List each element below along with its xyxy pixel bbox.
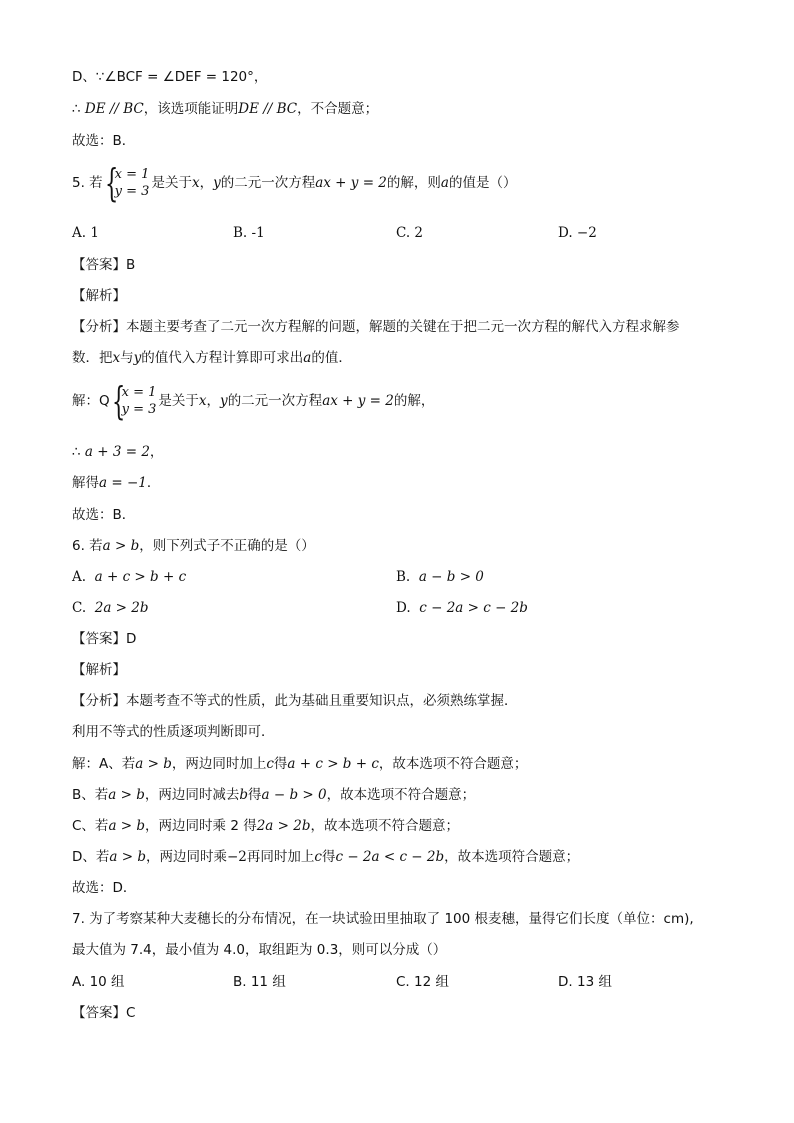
- brace-icon: {: [111, 379, 125, 423]
- text: ，: [206, 393, 221, 409]
- equation-system: [104, 161, 150, 205]
- math-expr: a > b: [109, 849, 146, 865]
- math-num: −2: [227, 849, 247, 865]
- text: 解：A、若: [72, 756, 136, 772]
- q7-option-b: B. 11 组: [233, 974, 286, 990]
- math-expr: a + 3 = 2: [84, 444, 150, 460]
- q5-number: 5. 若: [72, 175, 103, 191]
- q7-option-a: A. 10 组: [72, 974, 125, 990]
- math-var: a: [303, 350, 312, 366]
- q5-fenxi-1: 【分析】本题主要考查了二元一次方程解的问题，解题的关键在于把二元一次方程的解代入方程求解参: [72, 319, 680, 335]
- q5-option-d: D. −2: [558, 225, 597, 241]
- math-expr: a > b: [102, 538, 140, 554]
- math-expr: c − 2a > c − 2b: [419, 600, 528, 616]
- text: 的解，则: [386, 175, 441, 191]
- math-var: x: [191, 175, 200, 191]
- q6-option-d: [396, 599, 528, 617]
- math-expr: ax + y = 2: [322, 393, 394, 409]
- math-var: y: [133, 350, 142, 366]
- math-var: c: [266, 756, 274, 772]
- text: ，故本选项不符合题意；: [310, 818, 459, 834]
- math-expr: 2a > 2b: [256, 818, 311, 834]
- q5-option-b: B. -1: [233, 225, 265, 241]
- q5-solution: [72, 381, 434, 421]
- text: 得: [273, 756, 288, 772]
- text: 是关于: [158, 393, 199, 409]
- q6-answer: 【答案】D: [72, 631, 137, 647]
- math-expr: a > b: [135, 756, 172, 772]
- q5-option-c: C. 2: [396, 225, 424, 241]
- math-expr: ax + y = 2: [315, 175, 387, 191]
- system-row: y = 3: [114, 184, 150, 199]
- text: ，: [199, 175, 214, 191]
- math-expr: a > b: [108, 818, 146, 834]
- q5-option-a: A. 1: [72, 225, 99, 241]
- text: 得: [248, 787, 262, 803]
- therefore-symbol: ∴: [72, 101, 81, 117]
- q5-stem: [72, 163, 516, 203]
- q5-step-2: [72, 474, 160, 492]
- q6-option-a: [72, 568, 186, 586]
- text: ，故本选项不符合题意；: [378, 756, 528, 772]
- q5-analysis-heading: 【解析】: [72, 288, 126, 304]
- math-expr: c − 2a < c − 2b: [335, 849, 445, 865]
- text: 解得: [72, 475, 99, 491]
- q7-answer: 【答案】C: [72, 1005, 136, 1021]
- option-label: B.: [396, 569, 411, 585]
- text: ，故本选项不符合题意；: [326, 787, 476, 803]
- text: 得: [321, 849, 336, 865]
- math-expr: a > b: [108, 787, 145, 803]
- math-expr: a + c > b + c: [287, 756, 379, 772]
- q5-step-1: [72, 443, 163, 461]
- q6-solution-d: [72, 848, 579, 866]
- math-var: y: [220, 393, 228, 409]
- system-row: x = 1: [121, 385, 157, 400]
- therefore-symbol: ∴: [72, 444, 81, 460]
- text: ．: [146, 475, 161, 491]
- text: D、若: [72, 849, 110, 865]
- d-conclusion-line: [72, 100, 378, 118]
- text: 与: [120, 350, 134, 366]
- text: ，两边同时乘: [146, 849, 227, 865]
- text: 的解，: [393, 393, 435, 409]
- math-expr: a − b > 0: [418, 569, 484, 585]
- system-row: y = 3: [121, 402, 157, 417]
- text: ，则下列式子不正确的是（）: [139, 538, 315, 554]
- q6-solution-c: [72, 817, 459, 835]
- text: ，两边同时减去: [144, 787, 240, 803]
- text: 的值是（）: [448, 175, 517, 191]
- text: ，该选项能证明: [143, 101, 239, 117]
- math-var: a: [440, 175, 449, 191]
- math-var: b: [239, 787, 249, 803]
- text: 是关于: [151, 175, 192, 191]
- text: ，两边同时乘 2 得: [145, 818, 257, 834]
- d-option-text: D、∵∠BCF = ∠DEF = 120°，: [72, 69, 268, 85]
- text: 的值．: [311, 350, 352, 366]
- text: 的二元一次方程: [227, 393, 323, 409]
- q6-number: 6. 若: [72, 538, 103, 554]
- math-expr: 2a > 2b: [94, 600, 149, 616]
- text: 的值代入方程计算即可求出: [141, 350, 304, 366]
- q6-option-b: [396, 568, 484, 586]
- choose-line-2: 故选：B．: [72, 507, 136, 523]
- option-label: D.: [396, 600, 411, 616]
- text: ，两边同时加上: [171, 756, 267, 772]
- math-var: x: [198, 393, 207, 409]
- q7-stem-2: 最大值为 7.4，最小值为 4.0，取组距为 0.3，则可以分成（）: [72, 942, 447, 958]
- q7-option-c: C. 12 组: [396, 974, 449, 990]
- option-label: A.: [72, 569, 87, 585]
- q7-option-d: D. 13 组: [558, 974, 612, 990]
- math-var: y: [213, 175, 221, 191]
- q5-answer: 【答案】B: [72, 257, 136, 273]
- math-var: x: [112, 350, 121, 366]
- q6-method: 利用不等式的性质逐项判断即可．: [72, 724, 275, 740]
- text: B、若: [72, 787, 109, 803]
- text: 再同时加上: [246, 849, 315, 865]
- text: 解：Q: [72, 393, 110, 409]
- option-label: C.: [72, 600, 87, 616]
- text: ，: [149, 444, 164, 460]
- q7-stem-1: 7. 为了考察某种大麦穗长的分布情况，在一块试验田里抽取了 100 根麦穗，量得它们长度（单位：cm),: [72, 911, 694, 927]
- equation-system: [111, 379, 157, 423]
- q6-solution-b: [72, 786, 475, 804]
- math-expr: DE // BC: [84, 101, 144, 117]
- q6-analysis-heading: 【解析】: [72, 662, 126, 678]
- system-row: x = 1: [114, 167, 150, 182]
- choose-text: 故选：B．: [72, 133, 136, 149]
- text: C、若: [72, 818, 109, 834]
- brace-icon: {: [104, 161, 118, 205]
- text: ，故本选项符合题意；: [444, 849, 580, 865]
- d-option-line: [72, 68, 267, 86]
- text: 数．把: [72, 350, 113, 366]
- math-var: c: [314, 849, 322, 865]
- text: ，不合题意；: [297, 101, 379, 117]
- text: 的二元一次方程: [220, 175, 316, 191]
- math-expr: a − b > 0: [261, 787, 327, 803]
- math-expr: a = −1: [99, 475, 147, 491]
- q6-solution-a: [72, 755, 527, 773]
- q6-option-c: [72, 599, 149, 617]
- choose-line-1: [72, 132, 135, 150]
- choose-line-3: 故选：D．: [72, 880, 137, 896]
- math-expr: DE // BC: [238, 101, 298, 117]
- q5-fenxi-2: [72, 349, 352, 367]
- math-expr: a + c > b + c: [94, 569, 187, 585]
- q6-fenxi: 【分析】本题考查不等式的性质，此为基础且重要知识点，必须熟练掌握．: [72, 693, 518, 709]
- q6-stem: [72, 537, 315, 555]
